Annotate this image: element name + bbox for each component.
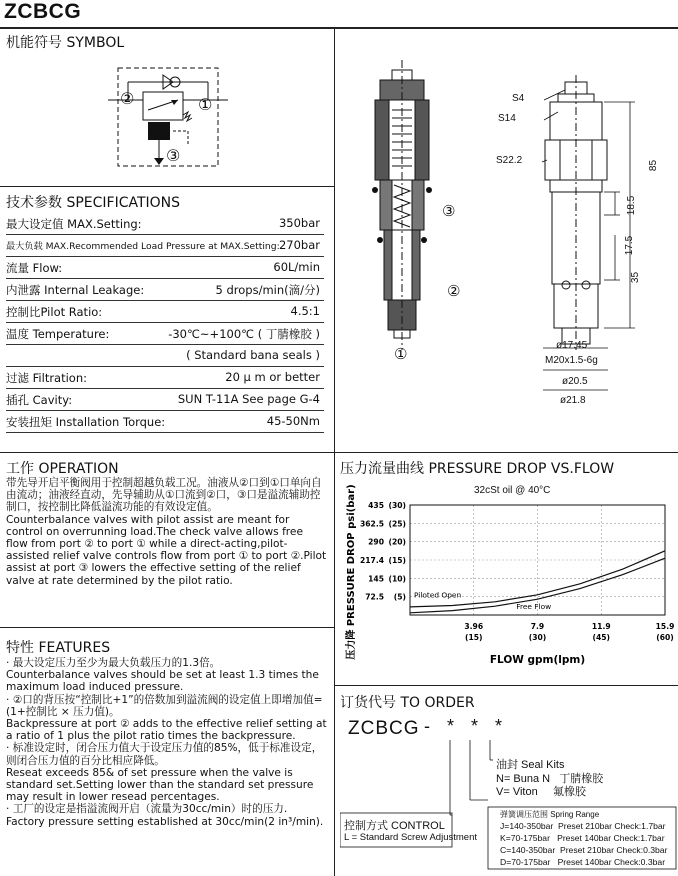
specs-title: 技术参数 SPECIFICATIONS bbox=[6, 195, 181, 211]
drawing-port-1: ① bbox=[394, 346, 408, 363]
operation-text bbox=[6, 477, 328, 587]
spec-value: 4.5:1 bbox=[290, 304, 320, 318]
chart-divider bbox=[334, 685, 678, 686]
symbol-port-3: ③ bbox=[166, 148, 181, 165]
spec-label: 安装扭矩 Installation Torque: bbox=[6, 415, 166, 429]
spec-label: 插孔 Cavity: bbox=[6, 393, 73, 407]
drawing-port-3: ③ bbox=[442, 203, 456, 220]
dim-s14: S14 bbox=[498, 113, 516, 124]
feature-line: · ②口的背压按“控制比+1”的倍数加到溢流阀的设定值上即增加值=(1+控制比 × 压力值)。 bbox=[6, 693, 323, 718]
y-tick-bar: (15) bbox=[388, 556, 406, 565]
y-tick-psi: 217.4 bbox=[359, 556, 384, 565]
spec-value: 350bar bbox=[278, 216, 320, 230]
spec-label: 流量 Flow: bbox=[6, 261, 63, 275]
features-list bbox=[6, 657, 328, 828]
spec-row bbox=[6, 322, 324, 345]
spec-row bbox=[6, 300, 324, 323]
dim-17-5: 17.5 bbox=[624, 235, 636, 256]
dim-18-5: 18.5 bbox=[626, 195, 638, 216]
spring-range-row: C=140-350bar Preset 210bar Check:0.3bar bbox=[500, 845, 668, 855]
spec-label: 最大设定值 MAX.Setting: bbox=[6, 217, 142, 231]
dim-d17-45: ø17.45 bbox=[556, 340, 588, 351]
y-tick-bar: (20) bbox=[388, 537, 406, 547]
spec-label: 内泄露 Internal Leakage: bbox=[6, 283, 145, 297]
spring-range-title: 弹簧调压范围 Spring Range bbox=[500, 810, 600, 819]
order-title: 订货代号 TO ORDER bbox=[340, 695, 475, 711]
spec-row bbox=[6, 212, 324, 235]
y-tick-bar: (30) bbox=[388, 501, 406, 510]
spring-range-row: J=140-350bar Preset 210bar Check:1.7bar bbox=[500, 821, 666, 831]
model-title: ZCBCG bbox=[4, 0, 82, 23]
symbol-title: 机能符号 SYMBOL bbox=[6, 35, 125, 51]
dim-m20: M20x1.5-6g bbox=[545, 355, 598, 366]
dim-d21-8: ø21.8 bbox=[560, 395, 586, 406]
feature-line: Counterbalance valves should be set at least 1.3 times the maximum load induced pressure. bbox=[6, 669, 319, 694]
spec-label: 控制比Pilot Ratio: bbox=[6, 305, 103, 319]
spec-value: -30℃~+100℃ ( 丁腈橡胶 ) bbox=[168, 327, 320, 341]
series-label-piloted-open: Piloted Open bbox=[414, 590, 462, 600]
feature-line: Reseat exceeds 85& of set pressure when the valve is standard set.Setting lower than the standard set pressure may result in lower resead percentages. bbox=[6, 766, 314, 804]
dim-d20-5: ø20.5 bbox=[562, 376, 588, 387]
operation-title: 工作 OPERATION bbox=[6, 461, 119, 477]
x-tick-gpm: 3.96 bbox=[464, 622, 484, 631]
y-tick-psi: 362.5 bbox=[359, 519, 384, 529]
order-code: ZCBCG bbox=[348, 718, 420, 739]
dim-s4: S4 bbox=[512, 93, 525, 104]
feature-line: · 工厂的设定是指溢流阀开启（流量为30cc/min）时的压力. bbox=[6, 803, 288, 816]
spec-value: 5 drops/min(滴/分) bbox=[215, 283, 320, 297]
y-tick-psi: 145 bbox=[368, 574, 384, 584]
series-label-free-flow: Free Flow bbox=[516, 602, 552, 612]
symbol-port-1: ① bbox=[198, 97, 213, 114]
control-line: L = Standard Screw Adjustment bbox=[344, 832, 477, 843]
spec-row bbox=[6, 256, 324, 279]
x-tick-gpm: 15.9 bbox=[655, 622, 675, 631]
control-title: 控制方式 CONTROL bbox=[344, 820, 445, 832]
y-tick-psi: 290 bbox=[368, 537, 384, 547]
dim-35: 35 bbox=[630, 271, 642, 284]
y-tick-bar: (25) bbox=[388, 519, 406, 529]
features-title: 特性 FEATURES bbox=[6, 640, 111, 656]
seal-kits-title: 油封 Seal Kits bbox=[496, 759, 565, 771]
y-tick-psi: 72.5 bbox=[365, 592, 384, 602]
spec-row bbox=[6, 278, 324, 301]
spec-value: SUN T-11A See page G-4 bbox=[177, 392, 320, 406]
spec-label: 最大负载 MAX.Recommended Load Pressure at MAX.Setting: bbox=[6, 241, 280, 252]
y-tick-psi: 435 bbox=[368, 501, 384, 510]
spec-value: 60L/min bbox=[273, 260, 320, 274]
y-tick-bar: (10) bbox=[388, 574, 406, 584]
spec-value: 45-50Nm bbox=[266, 414, 320, 428]
spec-row bbox=[6, 234, 324, 257]
y-tick-bar: (5) bbox=[393, 592, 406, 602]
symbol-port-2: ② bbox=[120, 91, 135, 108]
spring-range-row: D=70-175bar Preset 140bar Check:0.3bar bbox=[500, 857, 666, 867]
spec-label: 温度 Temperature: bbox=[6, 327, 110, 341]
spring-range-row: K=70-175bar Preset 140bar Check:1.7bar bbox=[500, 833, 665, 843]
seal-kits-line: V= Viton 氟橡胶 bbox=[496, 786, 586, 798]
spec-row bbox=[6, 410, 324, 433]
dim-85: 85 bbox=[648, 159, 660, 172]
chart-title: 压力流量曲线 PRESSURE DROP VS.FLOW bbox=[340, 461, 615, 477]
x-tick-lpm: (60) bbox=[656, 633, 674, 642]
feature-line: · 标准设定时，闭合压力值大于设定压力值的85%，低于标准设定，则闭合压力值的百分比相应降低。 bbox=[6, 742, 323, 767]
x-tick-lpm: (45) bbox=[592, 633, 611, 642]
symbol-divider bbox=[0, 186, 334, 187]
top-rule bbox=[0, 27, 678, 29]
order-code-suffix: - * * * bbox=[424, 716, 509, 736]
x-axis-label: FLOW gpm(lpm) bbox=[489, 654, 586, 666]
valve-cross-section bbox=[340, 40, 675, 410]
feature-line: Backpressure at port ② adds to the effective relief setting at a ratio of 1 plus the pilot ratio times the backpressure. bbox=[6, 718, 327, 743]
x-tick-lpm: (15) bbox=[464, 633, 483, 642]
operation-divider bbox=[0, 627, 334, 628]
seal-kits-line: N= Buna N 丁腈橡胶 bbox=[496, 773, 604, 785]
mid-divider bbox=[0, 452, 678, 453]
operation-en: Counterbalance valves with pilot assist are meant for control on overrunning load.The check valve allows free flow from port ② to port ① while a direct-acting,pilot-assisted relief valve controls flow from port ① to port ②.Pilot assist at port ③ lowers the effective setting of the relief valve at rate determined by the pilot ratio. bbox=[6, 513, 327, 587]
dim-s22: S22.2 bbox=[496, 155, 523, 166]
operation-cn: 带先导开启平衡阀用于控制超越负载工况。油液从②口到①口单向自由流动；油液经直动，先导辅助从①口流到②口，③口是溢流辅助控制口，按控制比降低溢流功能的有效设定值。 bbox=[6, 477, 322, 514]
x-tick-lpm: (30) bbox=[528, 633, 547, 642]
feature-line: · 最大设定压力至少为最大负载压力的1.3倍。 bbox=[6, 657, 221, 669]
spec-label: 过滤 Filtration: bbox=[6, 371, 88, 385]
y-axis-label: 压力降 PRESSURE DROP psi(bar) bbox=[346, 484, 357, 660]
spec-row bbox=[6, 366, 324, 389]
drawing-port-2: ② bbox=[447, 283, 461, 300]
spec-row bbox=[6, 344, 324, 367]
feature-line: Factory pressure setting established at 30cc/min(2 in³/min). bbox=[6, 815, 324, 828]
spec-value: 270bar bbox=[278, 238, 320, 252]
pressure-drop-chart bbox=[340, 475, 675, 680]
spec-row bbox=[6, 388, 324, 411]
spec-value: 20 μ m or better bbox=[225, 370, 320, 384]
x-tick-gpm: 7.9 bbox=[530, 622, 545, 631]
spec-value: ( Standard bana seals ) bbox=[186, 348, 320, 362]
x-tick-gpm: 11.9 bbox=[591, 622, 611, 631]
chart-subtitle: 32cSt oil @ 40°C bbox=[474, 485, 551, 496]
